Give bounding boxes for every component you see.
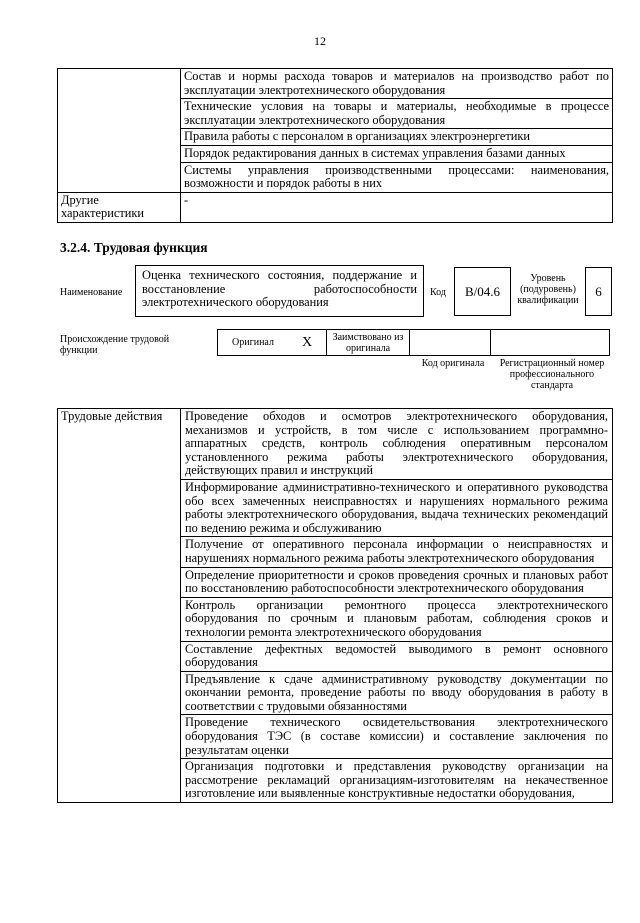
table-row xyxy=(58,409,613,480)
code-original-label: Код оригинала xyxy=(421,358,485,369)
labor-actions-table xyxy=(57,408,613,803)
labor-action-item: Определение приоритетности и сроков проведения срочных и плановых работ по восстановлению работоспособности электротехнического оборудования xyxy=(181,567,613,597)
labor-action-item: Предъявление к сдаче административному руководству документации по окончании ремонта, проведение работы по вводу оборудования в работу в соответствии с трудовыми обязанностями xyxy=(181,671,613,715)
table-row xyxy=(58,69,613,99)
page-number: 12 xyxy=(314,34,326,48)
other-characteristics-label: Другие характеристики xyxy=(58,192,181,222)
original-mark: Х xyxy=(288,330,327,356)
labor-actions-label: Трудовые действия xyxy=(58,409,181,803)
table-cell: Правила работы с персоналом в организациях электроэнергетики xyxy=(181,129,613,146)
labor-action-item: Проведение технического освидетельствования электротехнического оборудования ТЭС (в составе комиссии) и составление заключения по результатам оценки xyxy=(181,715,613,759)
other-characteristics-value: - xyxy=(181,192,613,222)
labor-action-item: Организация подготовки и представления руководству организации на рассмотрение рекламаций организациям-изготовителям на некачественное изготовление или выявленные конструктивные недостатки оборудования, xyxy=(181,759,613,803)
labor-action-item: Проведение обходов и осмотров электротехнического оборудования, механизмов и устройств, в том числе с использованием программно-аппаратных средств, контроль соблюдения оперативным персоналом установленного режима работы электротехнического оборудования, действующих правил и инструкций xyxy=(181,409,613,480)
table-cell: Состав и нормы расхода товаров и материалов на производство работ по эксплуатации электротехнического оборудования xyxy=(181,69,613,99)
function-code-value: В/04.6 xyxy=(454,267,511,316)
reg-number-label: Регистрационный номер профессионального стандарта xyxy=(499,358,605,391)
origin-label: Происхождение трудовой функции xyxy=(60,334,170,356)
borrowed-label: Заимствовано из оригинала xyxy=(327,330,410,356)
level-value: 6 xyxy=(585,267,612,316)
table-row xyxy=(58,192,613,222)
name-label: Наименование xyxy=(60,287,123,298)
labor-action-item: Контроль организации ремонтного процесса электротехнического оборудования по срочным и плановым работам, соблюдения сроков и технологии ремонта электротехнического оборудования xyxy=(181,597,613,641)
table-cell-empty xyxy=(58,69,181,193)
table-row xyxy=(218,330,610,356)
knowledge-table xyxy=(57,68,613,223)
function-name-value: Оценка технического состояния, поддержание и восстановление работоспособности электротехнического оборудования xyxy=(135,265,424,317)
labor-action-item: Получение от оперативного персонала информации о неисправностях и нарушениях нормального режима работы электротехнического оборудования xyxy=(181,537,613,567)
reg-number-cell xyxy=(491,330,610,356)
section-title: 3.2.4. Трудовая функция xyxy=(60,240,208,255)
code-original-cell xyxy=(410,330,491,356)
table-cell: Порядок редактирования данных в системах управления базами данных xyxy=(181,145,613,162)
origin-table xyxy=(217,329,610,356)
code-label: Код xyxy=(430,287,446,298)
level-label: Уровень (подуровень) квалификации xyxy=(517,273,579,306)
table-cell: Технические условия на товары и материалы, необходимые в процессе эксплуатации электротехнического оборудования xyxy=(181,99,613,129)
labor-action-item: Составление дефектных ведомостей выводимого в ремонт основного оборудования xyxy=(181,641,613,671)
table-cell: Системы управления производственными процессами: наименования, возможности и порядок работы в них xyxy=(181,162,613,192)
original-label: Оригинал xyxy=(218,330,289,356)
labor-action-item: Информирование административно-технического и оперативного руководства обо всех замеченных неисправностях и нарушениях нормального режима работы электротехнического оборудования, выдача технических рекомендаций по ведению режима и обслуживанию xyxy=(181,479,613,536)
